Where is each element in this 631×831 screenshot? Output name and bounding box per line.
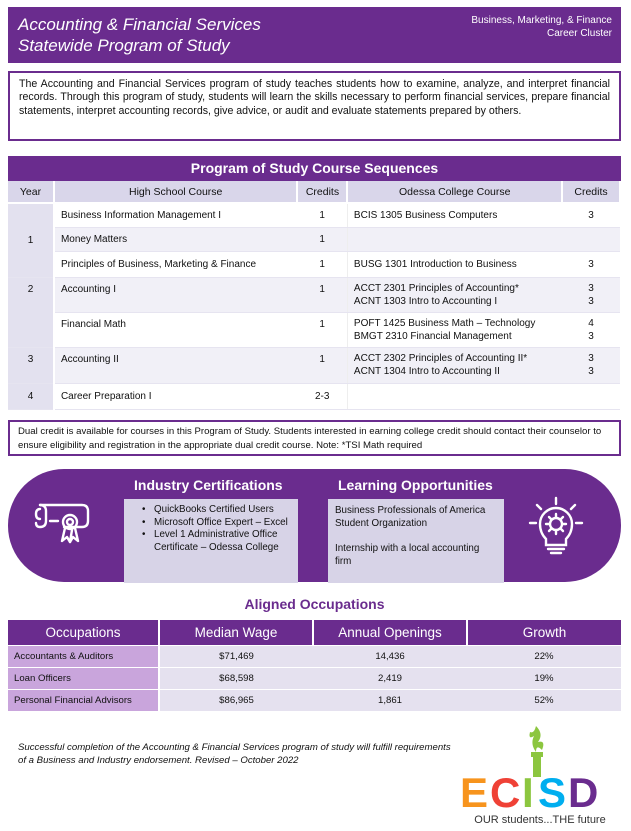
logo-letter-s: S [538, 769, 567, 816]
college-course-line: BCIS 1305 Business Computers [353, 209, 498, 221]
hs-credits: 1 [297, 227, 347, 251]
growth: 22% [467, 645, 621, 667]
occupation-name: Loan Officers [8, 667, 159, 689]
col-year: Year [8, 181, 54, 203]
college-credit-line: 4 [588, 317, 594, 329]
col-hs-course: High School Course [54, 181, 298, 203]
hs-course: Accounting I [54, 277, 298, 312]
table-row [8, 667, 621, 689]
median-wage: $71,469 [159, 645, 313, 667]
ecisd-logo [452, 722, 627, 827]
title-line-2: Statewide Program of Study [18, 36, 230, 55]
table-row [8, 347, 620, 383]
growth: 19% [467, 667, 621, 689]
college-credit-line: 3 [588, 282, 594, 294]
list-item: Internship with a local accounting firm [335, 543, 480, 567]
logo-letter-i: I [522, 769, 534, 816]
college-credit-line: 3 [588, 258, 594, 270]
sequences-title: Program of Study Course Sequences [8, 156, 621, 181]
table-header-row [8, 620, 621, 645]
program-title [18, 14, 261, 56]
college-course [347, 383, 562, 409]
college-credit-line: 3 [588, 295, 594, 307]
college-credits [562, 227, 620, 251]
list-item: • Microsoft Office Expert – Excel [142, 517, 292, 530]
median-wage: $68,598 [159, 667, 313, 689]
year-cell: 2 [8, 277, 54, 347]
college-credits [562, 383, 620, 409]
learning-box [328, 499, 504, 583]
hs-course: Financial Math [54, 312, 298, 347]
hs-course: Money Matters [54, 227, 298, 251]
col-growth: Growth [467, 620, 621, 645]
year-cell: 4 [8, 383, 54, 409]
college-credits [562, 251, 620, 277]
college-course-line: ACCT 2301 Principles of Accounting* [353, 282, 519, 294]
college-course-line: ACCT 2302 Principles of Accounting II* [353, 353, 528, 364]
college-course [347, 347, 562, 383]
list-item: Business Professionals of America Student Organization [335, 505, 486, 529]
hs-credits: 1 [297, 277, 347, 312]
hs-course: Accounting II [54, 347, 298, 383]
col-college-credits: Credits [562, 181, 620, 203]
lightbulb-gear-icon [527, 496, 585, 558]
college-credit-line: 3 [588, 366, 594, 377]
college-course [347, 227, 562, 251]
table-row [8, 251, 620, 277]
title-line-1: Accounting & Financial Services [18, 15, 261, 34]
col-median-wage: Median Wage [159, 620, 313, 645]
list-item: • Level 1 Administrative Office Certificate – Odessa College [142, 529, 292, 554]
college-course [347, 203, 562, 227]
career-cluster [471, 14, 612, 40]
hs-credits: 1 [297, 251, 347, 277]
college-credit-line: 3 [588, 209, 594, 221]
table-row [8, 227, 620, 251]
hs-course: Career Preparation I [54, 383, 298, 409]
annual-openings: 1,861 [313, 689, 467, 711]
median-wage: $86,965 [159, 689, 313, 711]
hs-credits: 1 [297, 347, 347, 383]
hs-course: Principles of Business, Marketing & Finance [54, 251, 298, 277]
hs-credits: 2-3 [297, 383, 347, 409]
college-credits [562, 347, 620, 383]
logo-letter-d: D [568, 769, 599, 816]
header-banner [8, 7, 621, 63]
occupations-table [8, 620, 621, 711]
certificate-icon [34, 497, 94, 549]
dual-credit-note: Dual credit is available for courses in this Program of Study. Students interested in earning college credit should contact their counselor to ensure eligibility and registration in the appropriate dual credit course. Note: *TSI Math required [8, 420, 621, 456]
college-course-line: ACNT 1303 Intro to Accounting I [353, 295, 498, 307]
certifications-title: Industry Certifications [124, 471, 298, 499]
cluster-line-1: Business, Marketing, & Finance [471, 15, 612, 26]
course-sequence-table [8, 181, 621, 410]
learning-title: Learning Opportunities [328, 471, 504, 499]
college-course-line: BMGT 2310 Financial Management [353, 330, 512, 342]
hs-credits: 1 [297, 312, 347, 347]
college-course [347, 312, 562, 347]
college-credits [562, 312, 620, 347]
list-item: • QuickBooks Certified Users [142, 504, 292, 517]
occupation-name: Personal Financial Advisors [8, 689, 159, 711]
annual-openings: 14,436 [313, 645, 467, 667]
col-credits: Credits [297, 181, 347, 203]
college-course-line: ACNT 1304 Intro to Accounting II [353, 366, 500, 377]
college-course-line: BUSG 1301 Introduction to Business [353, 258, 517, 270]
table-row [8, 277, 620, 312]
college-credits [562, 203, 620, 227]
table-row [8, 312, 620, 347]
col-college-course: Odessa College Course [347, 181, 562, 203]
table-row [8, 689, 621, 711]
occupation-name: Accountants & Auditors [8, 645, 159, 667]
table-row [8, 645, 621, 667]
college-credit-line: 3 [588, 353, 594, 364]
logo-letter-c: C [490, 769, 521, 816]
annual-openings: 2,419 [313, 667, 467, 689]
college-course [347, 251, 562, 277]
cluster-line-2: Career Cluster [546, 28, 612, 39]
college-credit-line: 3 [588, 330, 594, 342]
logo-letter-e: E [460, 769, 489, 816]
certifications-box [124, 499, 298, 583]
col-occupations: Occupations [8, 620, 159, 645]
hs-credits: 1 [297, 203, 347, 227]
year-cell: 3 [8, 347, 54, 383]
college-course [347, 277, 562, 312]
logo-tagline: OUR students...THE future [474, 814, 606, 826]
table-row [8, 203, 620, 227]
certifications-list [142, 504, 292, 554]
table-row [8, 383, 620, 409]
college-credits [562, 277, 620, 312]
endorsement-note: Successful completion of the Accounting & Financial Services program of study will fulfill requirements of a Business and Industry endorsement. Revised – October 2022 [18, 742, 451, 766]
col-annual-openings: Annual Openings [313, 620, 467, 645]
aligned-occupations-title: Aligned Occupations [244, 596, 385, 612]
hs-course: Business Information Management I [54, 203, 298, 227]
college-course-line: POFT 1425 Business Math – Technology [353, 317, 536, 329]
intro-paragraph: The Accounting and Financial Services program of study teaches students how to examine, analyze, and interpret financial records. Through this program of study, students will learn the skills necessary to perform financial services, prepare financial statements, interpret accounting records, give advice, or audit and evaluate statements prepared by others. [8, 71, 621, 141]
table-header-row [8, 181, 620, 203]
growth: 52% [467, 689, 621, 711]
year-cell: 1 [8, 203, 54, 277]
